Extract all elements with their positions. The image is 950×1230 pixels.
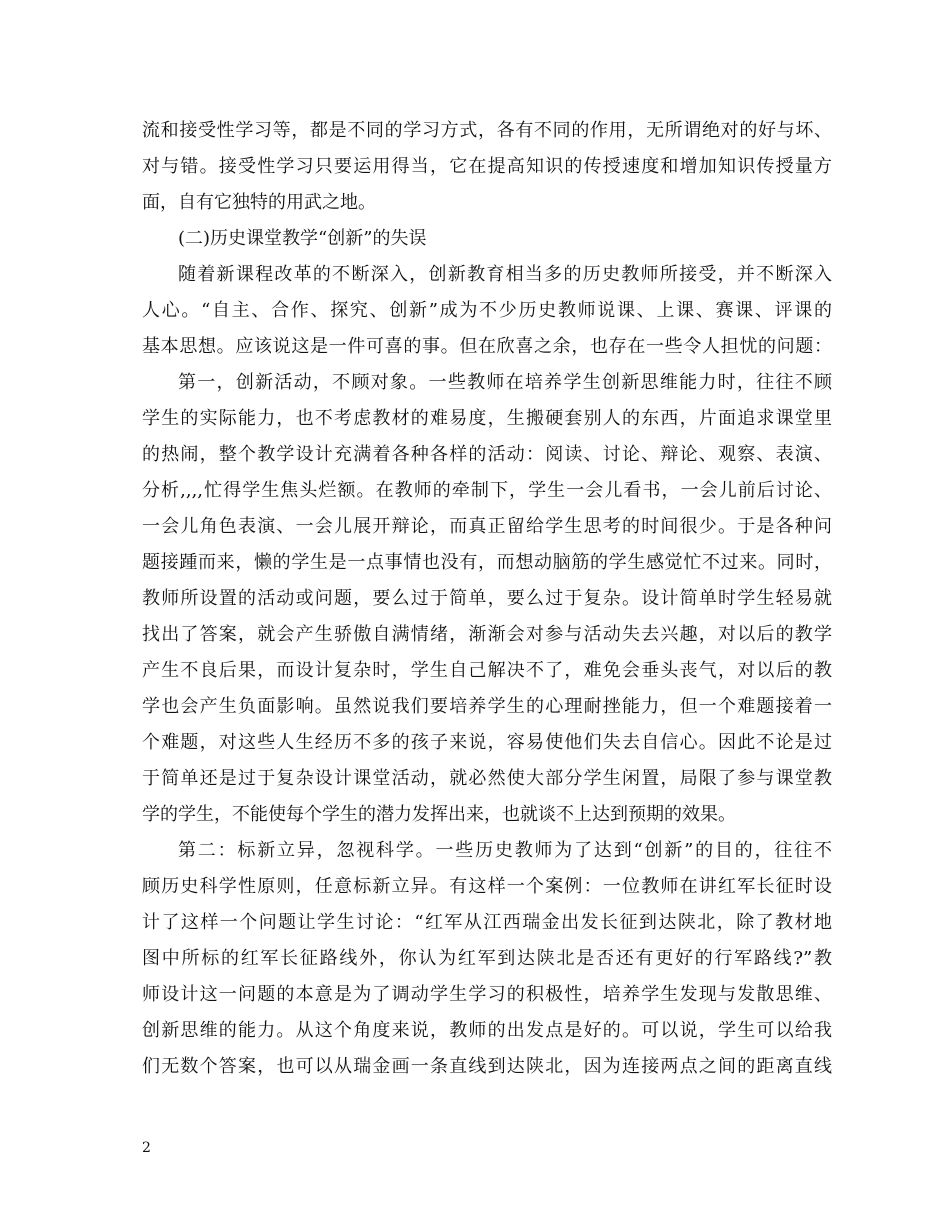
text-line: 师设计这一问题的本意是为了调动学生学习的积极性，培养学生发现与发散思维、 (142, 984, 832, 1005)
text-line: 基本思想。应该说这是一件可喜的事。但在欣喜之余，也存在一些令人担忧的问题： (142, 336, 832, 357)
text-line: 人心。“自主、合作、探究、创新”成为不少历史教师说课、上课、赛课、评课的 (142, 300, 832, 321)
text-line: 一会儿角色表演、一会儿展开辩论，而真正留给学生思考的时间很少。于是各种问 (142, 516, 832, 537)
text-line: 于简单还是过于复杂设计课堂活动，就必然使大部分学生闲置，局限了参与课堂教 (142, 768, 832, 789)
text-line: 计了这样一个问题让学生讨论：“红军从江西瑞金出发长征到达陕北，除了教材地 (142, 912, 832, 933)
section-heading: (二)历史课堂教学“创新”的失误 (178, 228, 427, 249)
text-line: 产生不良后果，而设计复杂时，学生自己解决不了，难免会垂头丧气，对以后的教 (142, 660, 832, 681)
page-number: 2 (142, 1140, 151, 1156)
text-line: 教师所设置的活动或问题，要么过于简单，要么过于复杂。设计简单时学生轻易就 (142, 588, 832, 609)
text-line: 找出了答案，就会产生骄傲自满情绪，渐渐会对参与活动失去兴趣，对以后的教学 (142, 624, 832, 645)
text-line: 第二：标新立异，忽视科学。一些历史教师为了达到“创新”的目的，往往不 (178, 840, 832, 861)
text-line: 学也会产生负面影响。虽然说我们要培养学生的心理耐挫能力，但一个难题接着一 (142, 696, 832, 717)
text-line: 随着新课程改革的不断深入，创新教育相当多的历史教师所接受，并不断深入 (178, 264, 832, 285)
text-line: 图中所标的红军长征路线外，你认为红军到达陕北是否还有更好的行军路线?”教 (142, 948, 832, 969)
text-line: 创新思维的能力。从这个角度来说，教师的出发点是好的。可以说，学生可以给我 (142, 1020, 832, 1041)
text-line: 题接踵而来，懒的学生是一点事情也没有，而想动脑筋的学生感觉忙不过来。同时， (142, 552, 832, 573)
text-line: 顾历史科学性原则，任意标新立异。有这样一个案例：一位教师在讲红军长征时设 (142, 876, 832, 897)
text-line: 对与错。接受性学习只要运用得当，它在提高知识的传授速度和增加知识传授量方 (142, 156, 832, 177)
text-line: 学的学生，不能使每个学生的潜力发挥出来，也就谈不上达到预期的效果。 (142, 804, 736, 825)
text-line: 面，自有它独特的用武之地。 (142, 192, 376, 213)
text-line: 的热闹，整个教学设计充满着各种各样的活动：阅读、讨论、辩论、观察、表演、 (142, 444, 832, 465)
text-line: 个难题，对这些人生经历不多的孩子来说，容易使他们失去自信心。因此不论是过 (142, 732, 832, 753)
text-line: 学生的实际能力，也不考虑教材的难易度，生搬硬套别人的东西，片面追求课堂里 (142, 408, 832, 429)
text-line: 第一，创新活动，不顾对象。一些教师在培养学生创新思维能力时，往往不顾 (178, 372, 832, 393)
text-line: 分析,,,,忙得学生焦头烂额。在教师的牵制下，学生一会儿看书，一会儿前后讨论、 (142, 480, 832, 501)
text-line: 们无数个答案，也可以从瑞金画一条直线到达陕北，因为连接两点之间的距离直线 (142, 1056, 832, 1077)
text-line: 流和接受性学习等，都是不同的学习方式，各有不同的作用，无所谓绝对的好与坏、 (142, 120, 832, 141)
